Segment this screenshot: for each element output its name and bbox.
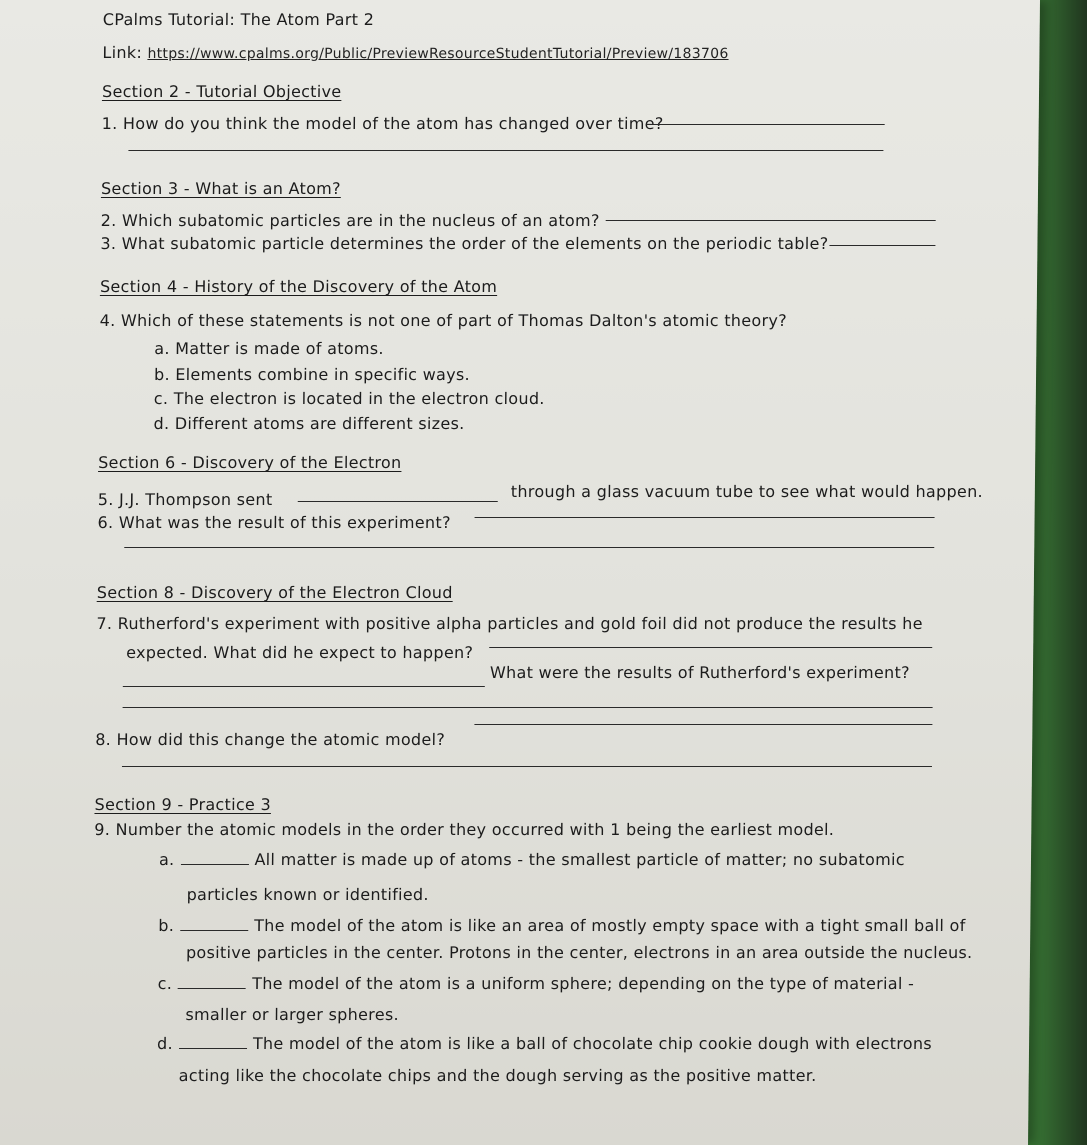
- question-3: 3. What subatomic particle determines the order of the elements on the periodic table?: [100, 234, 829, 253]
- model-item-b-blank[interactable]: [180, 916, 248, 931]
- question-5-end: through a glass vacuum tube to see what would happen.: [510, 482, 984, 501]
- model-item-c-blank[interactable]: [178, 974, 246, 989]
- model-item-a-line-2: particles known or identified.: [186, 885, 429, 904]
- question-2: 2. Which subatomic particles are in the nucleus of an atom?: [100, 211, 600, 230]
- question-5-start: 5. J.J. Thompson sent: [97, 490, 273, 509]
- question-8: 8. How did this change the atomic model?: [95, 730, 446, 749]
- question-1: 1. How do you think the model of the atom has changed over time?: [101, 114, 664, 133]
- question-6: 6. What was the result of this experiment?: [97, 513, 451, 532]
- answer-7-blank-b[interactable]: [123, 686, 485, 687]
- option-d: d. Different atoms are different sizes.: [153, 414, 465, 433]
- worksheet-title: CPalms Tutorial: The Atom Part 2: [102, 10, 375, 29]
- option-c: c. The electron is located in the electron cloud.: [153, 389, 545, 408]
- option-a: a. Matter is made of atoms.: [154, 339, 384, 358]
- answer-7-blank-c[interactable]: [123, 707, 933, 708]
- model-item-a-text: All matter is made up of atoms - the smallest particle of matter; no subatomic: [254, 850, 905, 869]
- answer-2-blank[interactable]: [606, 220, 936, 221]
- model-item-b-text: The model of the atom is like an area of mostly empty space with a tight small ball of: [254, 916, 966, 935]
- model-item-b-line-2: positive particles in the center. Protons in the center, electrons in an area outside the nucleus.: [185, 943, 973, 962]
- link-label: Link:: [102, 43, 143, 62]
- model-item-d-text: The model of the atom is like a ball of chocolate chip cookie dough with electrons: [252, 1034, 933, 1053]
- answer-8-blank-b[interactable]: [122, 766, 932, 767]
- answer-6-blank-a[interactable]: [475, 517, 935, 518]
- question-9: 9. Number the atomic models in the order they occurred with 1 being the earliest model.: [94, 820, 835, 839]
- answer-8-blank-a[interactable]: [474, 724, 932, 725]
- question-7-line-2: expected. What did he expect to happen?: [126, 643, 474, 662]
- section-9-heading: Section 9 - Practice 3: [94, 795, 272, 814]
- answer-1-blank-a[interactable]: [647, 124, 885, 125]
- section-3-heading: Section 3 - What is an Atom?: [100, 179, 342, 198]
- tutorial-link[interactable]: https://www.cpalms.org/Public/PreviewResourceStudentTutorial/Preview/183706: [147, 46, 729, 62]
- model-item-b-line-1: [158, 916, 965, 935]
- model-item-a-blank[interactable]: [180, 850, 248, 865]
- model-item-c-line-1: [158, 974, 915, 993]
- model-item-d-line-1: [157, 1034, 932, 1053]
- answer-5-blank[interactable]: [298, 501, 498, 502]
- answer-6-blank-b[interactable]: [124, 547, 934, 548]
- answer-1-blank-b[interactable]: [128, 150, 883, 151]
- section-8-heading: Section 8 - Discovery of the Electron Cloud: [96, 583, 453, 602]
- model-item-a-letter: a.: [158, 850, 175, 869]
- model-item-a-line-1: [159, 850, 905, 869]
- section-6-heading: Section 6 - Discovery of the Electron: [98, 453, 402, 472]
- question-7-line-3: What were the results of Rutherford's experiment?: [489, 663, 910, 682]
- model-item-c-line-2: smaller or larger spheres.: [185, 1005, 400, 1024]
- model-item-d-line-2: acting like the chocolate chips and the dough serving as the positive matter.: [178, 1066, 817, 1085]
- model-item-d-letter: d.: [156, 1034, 174, 1053]
- model-item-c-letter: c.: [157, 974, 173, 993]
- model-item-d-blank[interactable]: [179, 1034, 247, 1049]
- section-4-heading: Section 4 - History of the Discovery of the Atom: [99, 277, 498, 296]
- answer-3-blank[interactable]: [829, 245, 935, 246]
- answer-7-blank-a[interactable]: [489, 647, 932, 648]
- question-4: 4. Which of these statements is not one of part of Thomas Dalton's atomic theory?: [99, 311, 788, 330]
- option-b: b. Elements combine in specific ways.: [153, 365, 471, 384]
- question-7-line-1: 7. Rutherford's experiment with positive alpha particles and gold foil did not produce the results he: [96, 614, 923, 633]
- section-2-heading: Section 2 - Tutorial Objective: [101, 82, 342, 101]
- link-row: [102, 43, 728, 62]
- model-item-b-letter: b.: [158, 916, 175, 935]
- model-item-c-text: The model of the atom is a uniform sphere; depending on the type of material -: [252, 974, 915, 993]
